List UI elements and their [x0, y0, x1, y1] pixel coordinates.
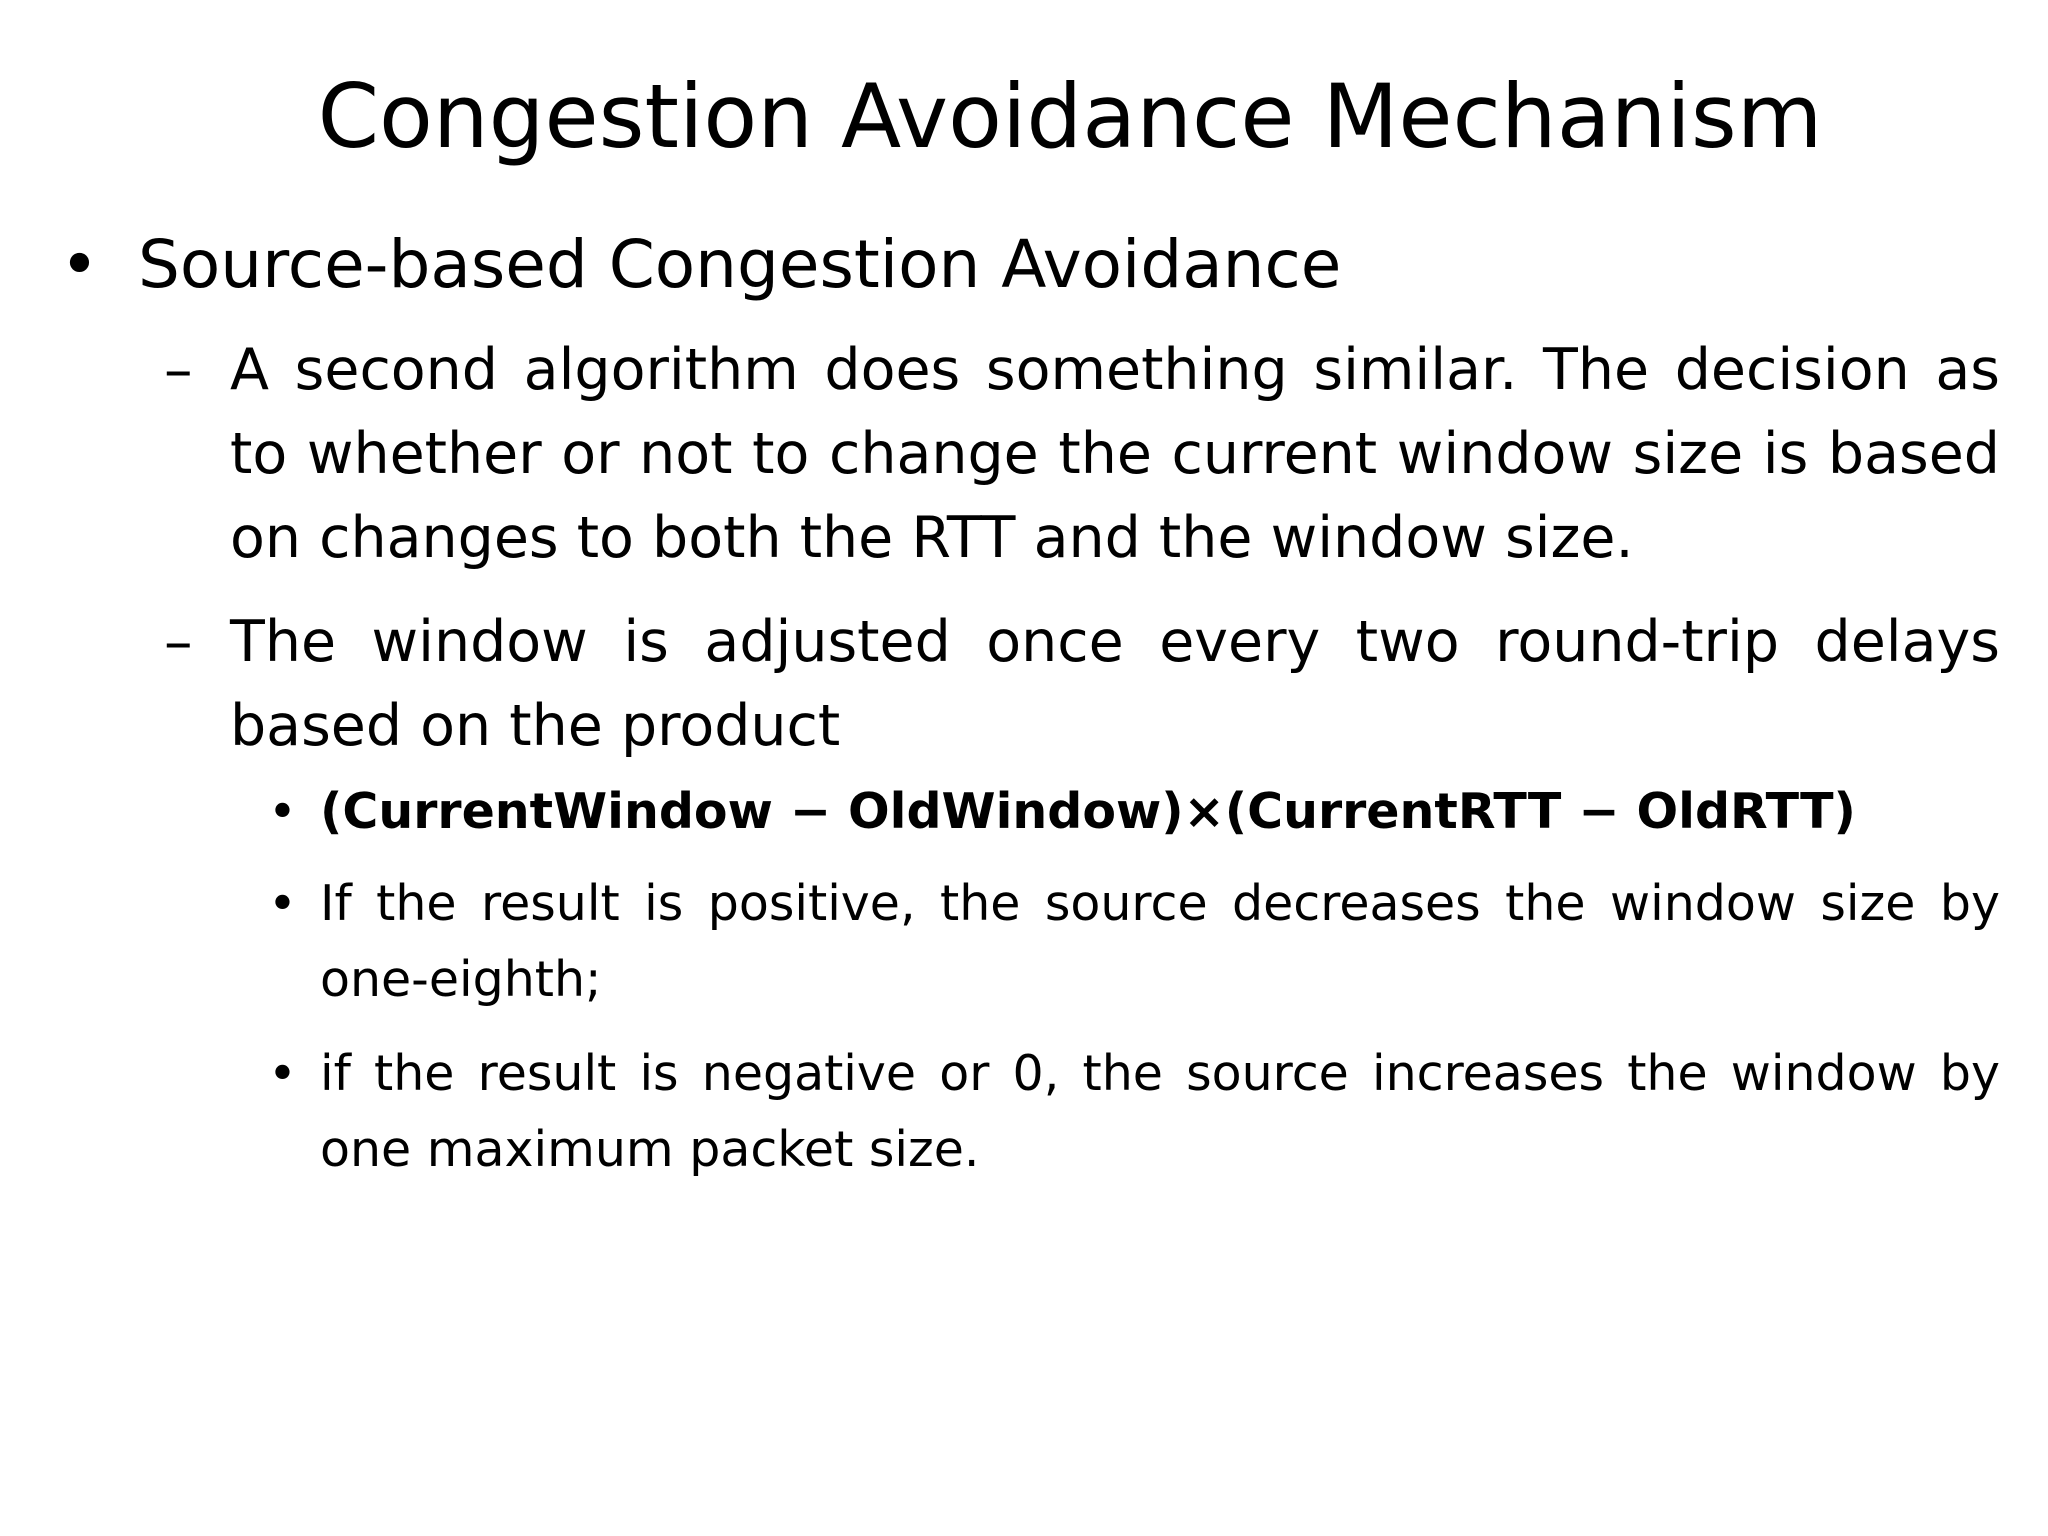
subitem-text: The window is adjusted once every two round-trip delays based on the product	[230, 609, 2000, 759]
subitem-text: A second algorithm does something similar. The decision as to whether or not to change the current window size is based on changes to both the RTT and the window size.	[230, 337, 2000, 571]
bullet-marker: •	[60, 226, 99, 303]
dash-marker: –	[164, 337, 193, 403]
dash-marker: –	[164, 609, 193, 675]
dot-marker: •	[268, 875, 297, 932]
slide-title: Congestion Avoidance Mechanism	[317, 65, 1823, 168]
dot-marker: •	[268, 1045, 297, 1102]
subitem-window-adjusted	[164, 600, 2000, 768]
bullet-source-based	[60, 222, 1998, 308]
subitem-second-algorithm	[164, 328, 2000, 580]
negative-result-item	[268, 1036, 2000, 1188]
positive-result-item	[268, 866, 2000, 1018]
formula-item	[268, 774, 2000, 850]
negative-result-text: if the result is negative or 0, the source increases the window by one maximum packet size.	[320, 1045, 2000, 1178]
formula-text: (CurrentWindow − OldWindow)×(CurrentRTT − OldRTT)	[320, 783, 1856, 840]
positive-result-text: If the result is positive, the source decreases the window size by one-eighth;	[320, 875, 2000, 1008]
dot-marker: •	[268, 783, 297, 840]
bullet-text: Source-based Congestion Avoidance	[138, 226, 1342, 303]
